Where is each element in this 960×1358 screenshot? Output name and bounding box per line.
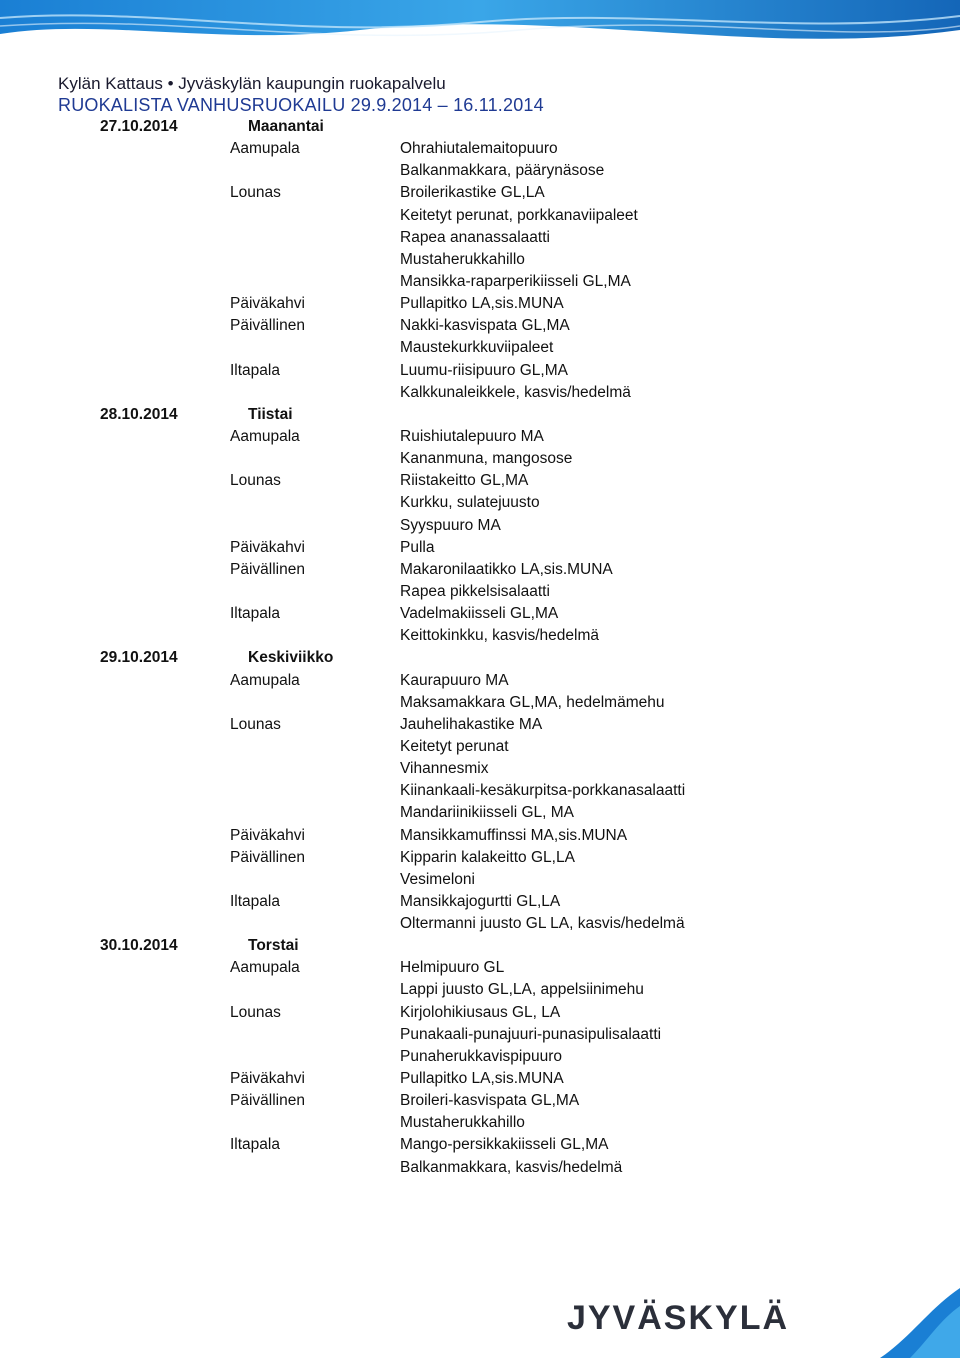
menu-row xyxy=(0,625,960,647)
menu-row xyxy=(0,891,960,913)
dish-item: Maustekurkkuviipaleet xyxy=(400,339,554,357)
dish-item: Punakaali-punajuuri-punasipulisalaatti xyxy=(400,1025,662,1043)
menu-row xyxy=(0,360,960,382)
dish-item: Kananmuna, mangosose xyxy=(400,450,573,468)
organization-line: Kylän Kattaus • Jyväskylän kaupungin ruokapalvelu xyxy=(58,74,446,93)
logo-text: JYVÄSKYLÄ xyxy=(566,1299,790,1337)
day-date: 28.10.2014 xyxy=(100,405,178,423)
day-date: 30.10.2014 xyxy=(100,937,178,955)
menu-row xyxy=(0,581,960,603)
dish-item: Lappi juusto GL,LA, appelsiinimehu xyxy=(400,981,644,999)
top-wave-decoration xyxy=(0,0,960,62)
day-header-row xyxy=(0,116,960,138)
meal-name: Aamupala xyxy=(230,140,300,158)
menu-row xyxy=(0,1090,960,1112)
dish-item: Keittokinkku, kasvis/hedelmä xyxy=(400,627,600,645)
meal-name: Päivällinen xyxy=(230,848,305,866)
menu-row xyxy=(0,160,960,182)
menu-row xyxy=(0,979,960,1001)
menu-row xyxy=(0,249,960,271)
day-name: Torstai xyxy=(248,937,299,955)
dish-item: Pullapitko LA,sis.MUNA xyxy=(400,295,564,313)
menu-row xyxy=(0,603,960,625)
menu-row xyxy=(0,1134,960,1156)
dish-item: Oltermanni juusto GL LA, kasvis/hedelmä xyxy=(400,915,685,933)
dish-item: Ruishiutalepuuro MA xyxy=(400,427,544,445)
dish-item: Jauhelihakastike MA xyxy=(400,715,543,733)
jyvaskyla-logo xyxy=(562,1296,794,1338)
dish-item: Luumu-riisipuuro GL,MA xyxy=(400,361,568,379)
meal-name: Aamupala xyxy=(230,671,300,689)
page-title: RUOKALISTA VANHUSRUOKAILU 29.9.2014 – 16.11.2014 xyxy=(58,95,544,115)
meal-name: Lounas xyxy=(230,184,281,202)
menu-row xyxy=(0,1068,960,1090)
menu-row xyxy=(0,448,960,470)
menu-row xyxy=(0,138,960,160)
dish-item: Vadelmakiisseli GL,MA xyxy=(400,605,559,623)
menu-row xyxy=(0,1002,960,1024)
menu-row xyxy=(0,293,960,315)
menu-row xyxy=(0,227,960,249)
dish-item: Mustaherukkahillo xyxy=(400,250,525,268)
dish-item: Pulla xyxy=(400,538,435,556)
menu-row xyxy=(0,714,960,736)
dish-item: Nakki-kasvispata GL,MA xyxy=(400,317,570,335)
dish-item: Mansikkajogurtti GL,LA xyxy=(400,892,561,910)
meal-name: Lounas xyxy=(230,715,281,733)
meal-name: Iltapala xyxy=(230,361,280,379)
dish-item: Kalkkunaleikkele, kasvis/hedelmä xyxy=(400,383,631,401)
menu-row xyxy=(0,515,960,537)
menu-row xyxy=(0,470,960,492)
meal-name: Iltapala xyxy=(230,605,280,623)
dish-item: Keitetyt perunat xyxy=(400,737,509,755)
day-date: 27.10.2014 xyxy=(100,118,178,135)
menu-row xyxy=(0,670,960,692)
day-header-row xyxy=(0,404,960,426)
meal-name: Aamupala xyxy=(230,427,300,445)
menu-row xyxy=(0,537,960,559)
menu-row xyxy=(0,802,960,824)
dish-item: Keitetyt perunat, porkkanaviipaleet xyxy=(400,206,638,224)
dish-item: Broileri-kasvispata GL,MA xyxy=(400,1092,580,1110)
meal-name: Päivällinen xyxy=(230,1092,305,1110)
dish-item: Kirjolohikiusaus GL, LA xyxy=(400,1003,561,1021)
meal-name: Iltapala xyxy=(230,892,280,910)
dish-item: Syyspuuro MA xyxy=(400,516,501,534)
menu-row xyxy=(0,1024,960,1046)
meal-name: Lounas xyxy=(230,1003,281,1021)
menu-row xyxy=(0,847,960,869)
meal-name: Päiväkahvi xyxy=(230,826,305,844)
menu-row xyxy=(0,1157,960,1179)
dish-item: Pullapitko LA,sis.MUNA xyxy=(400,1070,564,1088)
dish-item: Broilerikastike GL,LA xyxy=(400,184,545,202)
dish-item: Ohrahiutalemaitopuuro xyxy=(400,140,558,158)
meal-name: Lounas xyxy=(230,472,281,490)
day-date: 29.10.2014 xyxy=(100,649,178,667)
menu-row xyxy=(0,736,960,758)
menu-row xyxy=(0,913,960,935)
menu-row xyxy=(0,1046,960,1068)
dish-item: Balkanmakkara, päärynäsose xyxy=(400,162,605,180)
dish-item: Balkanmakkara, kasvis/hedelmä xyxy=(400,1158,623,1176)
page-header xyxy=(58,74,544,116)
dish-item: Rapea pikkelsisalaatti xyxy=(400,582,550,600)
menu-row xyxy=(0,182,960,204)
dish-item: Kurkku, sulatejuusto xyxy=(400,494,540,512)
menu-row xyxy=(0,957,960,979)
weekly-menu xyxy=(0,116,960,1179)
dish-item: Vihannesmix xyxy=(400,760,489,778)
menu-row xyxy=(0,559,960,581)
menu-row xyxy=(0,692,960,714)
meal-name: Iltapala xyxy=(230,1136,280,1154)
dish-item: Mandariinikiisseli GL, MA xyxy=(400,804,574,822)
day-header-row xyxy=(0,647,960,669)
dish-item: Helmipuuro GL xyxy=(400,959,505,977)
menu-row xyxy=(0,492,960,514)
meal-name: Päiväkahvi xyxy=(230,1070,305,1088)
menu-row xyxy=(0,1112,960,1134)
bottom-wave-decoration xyxy=(840,1268,960,1358)
dish-item: Rapea ananassalaatti xyxy=(400,228,550,246)
meal-name: Päivällinen xyxy=(230,560,305,578)
menu-row xyxy=(0,426,960,448)
meal-name: Päivällinen xyxy=(230,317,305,335)
day-name: Tiistai xyxy=(248,405,293,423)
menu-row xyxy=(0,758,960,780)
menu-row xyxy=(0,869,960,891)
dish-item: Riistakeitto GL,MA xyxy=(400,472,529,490)
dish-item: Mansikkamuffinssi MA,sis.MUNA xyxy=(400,826,628,844)
menu-row xyxy=(0,382,960,404)
dish-item: Kiinankaali-kesäkurpitsa-porkkanasalaatti xyxy=(400,782,686,800)
meal-name: Päiväkahvi xyxy=(230,295,305,313)
dish-item: Mango-persikkakiisseli GL,MA xyxy=(400,1136,609,1154)
day-name: Keskiviikko xyxy=(248,649,334,667)
dish-item: Punaherukkavispipuuro xyxy=(400,1047,562,1065)
meal-name: Aamupala xyxy=(230,959,300,977)
dish-item: Kipparin kalakeitto GL,LA xyxy=(400,848,575,866)
dish-item: Maksamakkara GL,MA, hedelmämehu xyxy=(400,693,665,711)
day-name: Maanantai xyxy=(248,118,324,135)
menu-row xyxy=(0,205,960,227)
menu-row xyxy=(0,315,960,337)
menu-row xyxy=(0,780,960,802)
menu-row xyxy=(0,337,960,359)
menu-row xyxy=(0,271,960,293)
dish-item: Vesimeloni xyxy=(400,870,475,888)
day-header-row xyxy=(0,935,960,957)
dish-item: Mansikka-raparperikiisseli GL,MA xyxy=(400,272,631,290)
dish-item: Kaurapuuro MA xyxy=(400,671,509,689)
menu-row xyxy=(0,825,960,847)
dish-item: Makaronilaatikko LA,sis.MUNA xyxy=(400,560,613,578)
meal-name: Päiväkahvi xyxy=(230,538,305,556)
dish-item: Mustaherukkahillo xyxy=(400,1114,525,1132)
